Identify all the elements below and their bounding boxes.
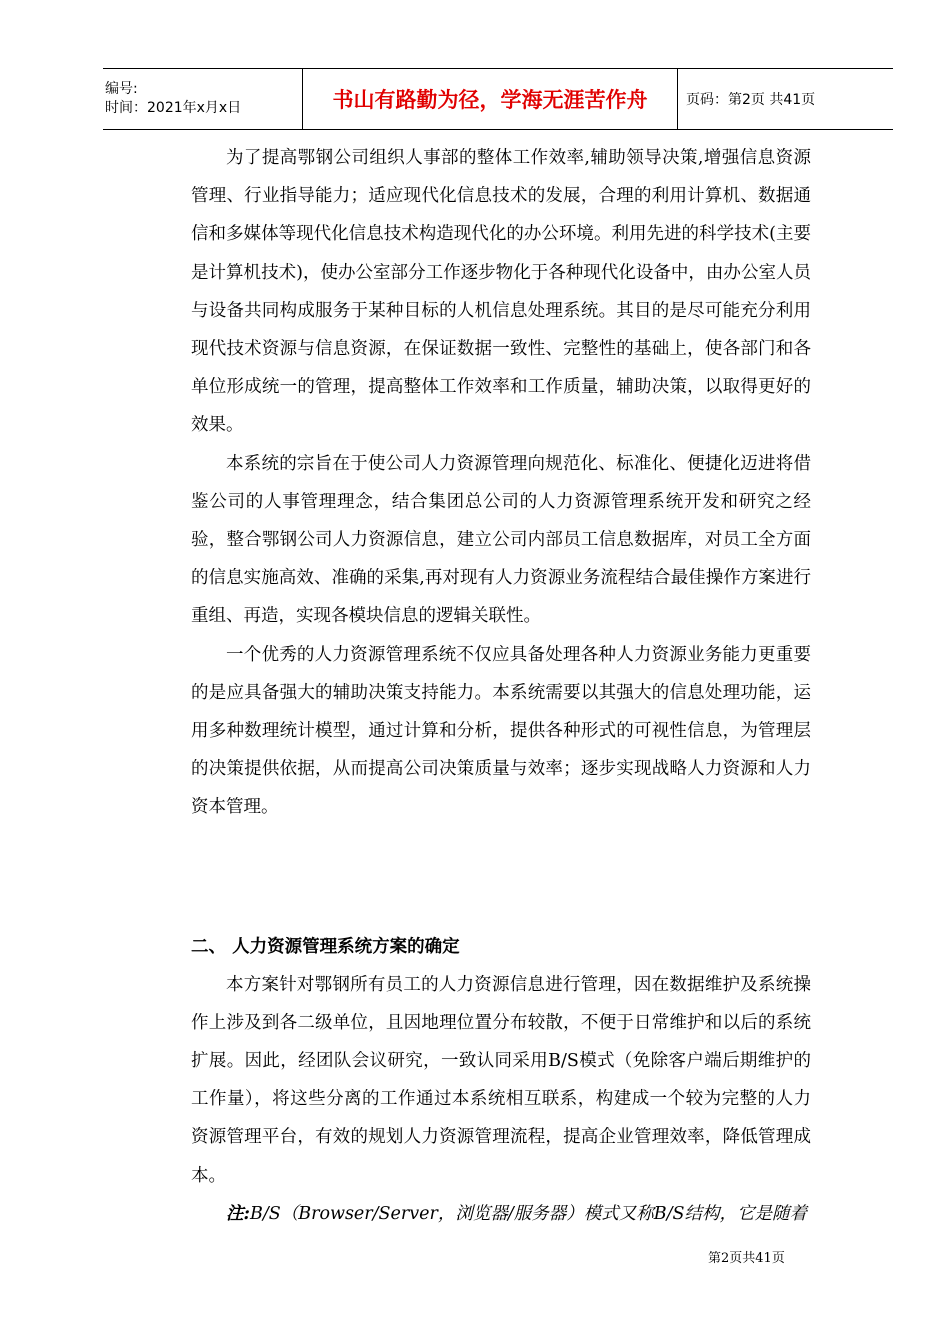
- note-text: B/S（Browser/Server，浏览器/服务器）模式又称B/S结构，它是随着: [249, 1203, 808, 1224]
- document-date: 时间：2021年x月x日: [105, 100, 242, 116]
- header-meta: [103, 69, 303, 129]
- page-footer: [708, 1247, 785, 1266]
- section-paragraph-1: 本方案针对鄂钢所有员工的人力资源信息进行管理，因在数据维护及系统操作上涉及到各二级单位，且因地理位置分布较散，不便于日常维护和以后的系统扩展。因此，经团队会议研究，一致认同采用B/S模式（免除客户端后期维护的工作量），将这些分离的工作通过本系统相互联系，构建成一个较为完整的人力资源管理平台，有效的规划人力资源管理流程，提高企业管理效率，降低管理成本。: [191, 974, 811, 1186]
- page-header: [103, 68, 893, 130]
- body-paragraph-3: 一个优秀的人力资源管理系统不仅应具备处理各种人力资源业务能力更重要的是应具备强大的辅助决策支持能力。本系统需要以其强大的信息处理功能，运用多种数理统计模型，通过计算和分析，提供各种形式的可视性信息，为管理层的决策提供依据，从而提高公司决策质量与效率；逐步实现战略人力资源和人力资本管理。: [191, 644, 811, 818]
- footer-page-number: 第2页共41页: [708, 1251, 785, 1266]
- document-number-label: 编号:: [105, 81, 138, 97]
- header-motto: [303, 69, 678, 129]
- body-paragraph-1: 为了提高鄂钢公司组织人事部的整体工作效率,辅助领导决策,增强信息资源管理、行业指导能力；适应现代化信息技术的发展，合理的利用计算机、数据通信和多媒体等现代化信息技术构造现代化的办公环境。利用先进的科学技术(主要是计算机技术)，使办公室部分工作逐步物化于各种现代化设备中，由办公室人员与设备共同构成服务于某种目标的人机信息处理系统。其目的是尽可能充分利用现代技术资源与信息资源，在保证数据一致性、完整性的基础上，使各部门和各单位形成统一的管理，提高整体工作效率和工作质量，辅助决策，以取得更好的效果。: [191, 148, 811, 436]
- page-code-text: 页码：第2页 共41页: [686, 92, 816, 108]
- note-label: 注:: [226, 1203, 250, 1224]
- body-paragraph-2: 本系统的宗旨在于使公司人力资源管理向规范化、标准化、便捷化迈进将借鉴公司的人事管理理念，结合集团总公司的人力资源管理系统开发和研究之经验，整合鄂钢公司人力资源信息，建立公司内部员工信息数据库，对员工全方面的信息实施高效、准确的采集,再对现有人力资源业务流程结合最佳操作方案进行重组、再造，实现各模块信息的逻辑关联性。: [191, 453, 811, 627]
- note-paragraph: [191, 1195, 811, 1233]
- motto-text: 书山有路勤为径，学海无涯苦作舟: [332, 88, 648, 112]
- header-page-code: [678, 69, 893, 129]
- document-body: [191, 139, 811, 1233]
- section-heading: 二、 人力资源管理系统方案的确定: [191, 936, 460, 957]
